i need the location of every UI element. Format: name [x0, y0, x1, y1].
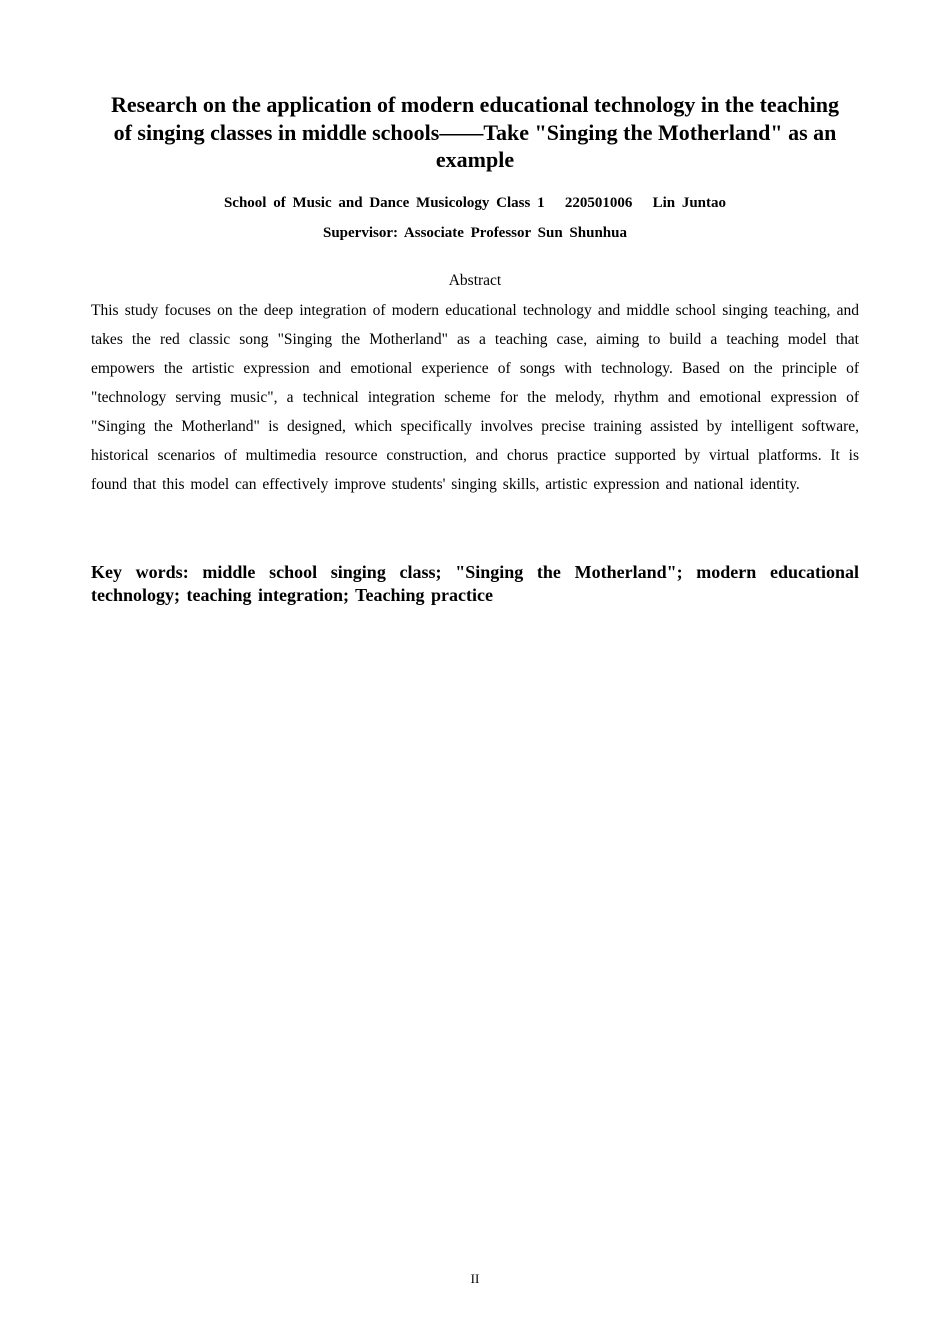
paper-title: Research on the application of modern educational technology in the teaching of singing classes in middle schools——Take "Singing the Motherland" as an example — [110, 92, 840, 172]
keywords-line: Key words: middle school singing class; "Singing the Motherland"; modern educational technology; teaching integration; Teaching practice — [91, 562, 859, 605]
author-line: School of Music and Dance Musicology Class 1 220501006 Lin Juntao — [223, 195, 727, 211]
supervisor-line: Supervisor: Associate Professor Sun Shunhua — [322, 225, 627, 241]
page-number: II — [470, 1271, 480, 1286]
abstract-body: This study focuses on the deep integration of modern educational technology and middle school singing teaching, and takes the red classic song "Singing the Motherland" as a teaching case, aiming to build a teaching model that empowers the artistic expression and emotional experience of songs with technology. Based on the principle of "technology serving music", a technical integration scheme for the melody, rhythm and emotional expression of "Singing the Motherland" is designed, which specifically involves precise training assisted by intelligent software, historical scenarios of multimedia resource construction, and chorus practice supported by virtual platforms. It is found that this model can effectively improve students' singing skills, artistic expression and national identity. — [91, 302, 859, 493]
abstract-heading: Abstract — [448, 272, 502, 289]
